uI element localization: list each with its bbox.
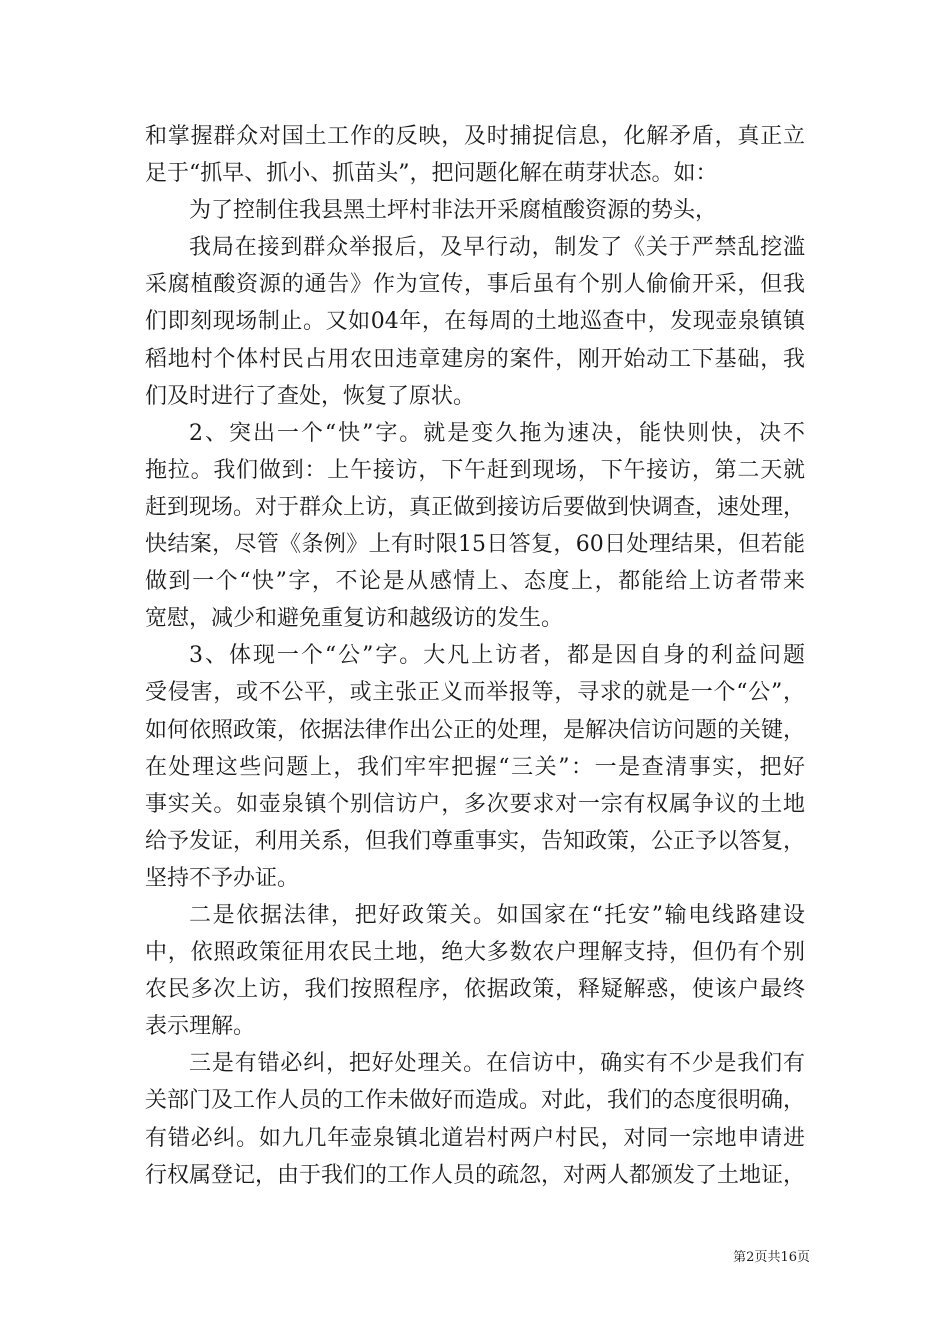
document-body [145, 118, 805, 1194]
text-line: 稻地村个体村民占用农田违章建房的案件，刚开始动工下基础，我 [145, 346, 805, 372]
text-line: 快结案，尽管《条例》上有时限15日答复，60日处理结果，但若能 [145, 532, 805, 558]
text-line: 和掌握群众对国土工作的反映，及时捕捉信息，化解矛盾，真正立 [145, 124, 805, 149]
text-line: 们及时进行了查处，恢复了原状。 [145, 383, 476, 409]
text-line: 采腐植酸资源的通告》作为宣传，事后虽有个别人偷偷开采，但我 [145, 272, 805, 298]
text-line: 表示理解。 [145, 1014, 256, 1040]
text-line: 宽慰，减少和避免重复访和越级访的发生。 [145, 606, 564, 632]
text-line: 给予发证，利用关系，但我们尊重事实，告知政策，公正予以答复， [145, 828, 805, 854]
text-line: 三是有错必纠，把好处理关。在信访中，确实有不少是我们有 [189, 1051, 805, 1077]
text-line: 坚持不予办证。 [145, 865, 300, 891]
text-line: 为了控制住我县黑土坪村非法开采腐植酸资源的势头， [189, 198, 718, 224]
text-line: 我局在接到群众举报后，及早行动，制发了《关于严禁乱挖滥 [189, 235, 805, 261]
text-line: 关部门及工作人员的工作未做好而造成。对此，我们的态度很明确， [145, 1088, 805, 1114]
text-line: 农民多次上访，我们按照程序，依据政策，释疑解惑，使该户最终 [145, 977, 805, 1003]
text-line: 做到一个“快”字，不论是从感情上、态度上，都能给上访者带来 [145, 569, 805, 595]
text-line: 行权属登记，由于我们的工作人员的疏忽，对两人都颁发了土地证， [145, 1162, 805, 1188]
text-line: 足于“抓早、抓小、抓苗头”，把问题化解在萌芽状态。如： [145, 161, 718, 187]
page-number: 第2页共16页 [733, 1250, 810, 1265]
text-line: 中，依照政策征用农民土地，绝大多数农户理解支持，但仍有个别 [145, 940, 805, 966]
text-line: 3、体现一个“公”字。大凡上访者，都是因自身的利益问题 [189, 643, 805, 669]
text-line: 事实关。如壶泉镇个别信访户，多次要求对一宗有权属争议的土地 [145, 791, 805, 817]
text-line: 受侵害，或不公平，或主张正义而举报等，寻求的就是一个“公”， [145, 680, 805, 706]
text-line: 有错必纠。如九几年壶泉镇北道岩村两户村民，对同一宗地申请进 [145, 1125, 805, 1151]
text-line: 2、突出一个“快”字。就是变久拖为速决，能快则快，决不 [189, 420, 805, 446]
text-line: 二是依据法律，把好政策关。如国家在“托安”输电线路建设 [189, 902, 805, 928]
text-line: 赶到现场。对于群众上访，真正做到接访后要做到快调查，速处理， [145, 494, 805, 520]
text-line: 们即刻现场制止。又如04年，在每周的土地巡查中，发现壶泉镇镇 [145, 309, 805, 335]
text-line: 拖拉。我们做到：上午接访，下午赶到现场，下午接访，第二天就 [145, 457, 805, 483]
text-line: 在处理这些问题上，我们牢牢把握“三关”：一是查清事实，把好 [145, 754, 805, 780]
text-line: 如何依照政策，依据法律作出公正的处理，是解决信访问题的关键， [145, 717, 805, 743]
